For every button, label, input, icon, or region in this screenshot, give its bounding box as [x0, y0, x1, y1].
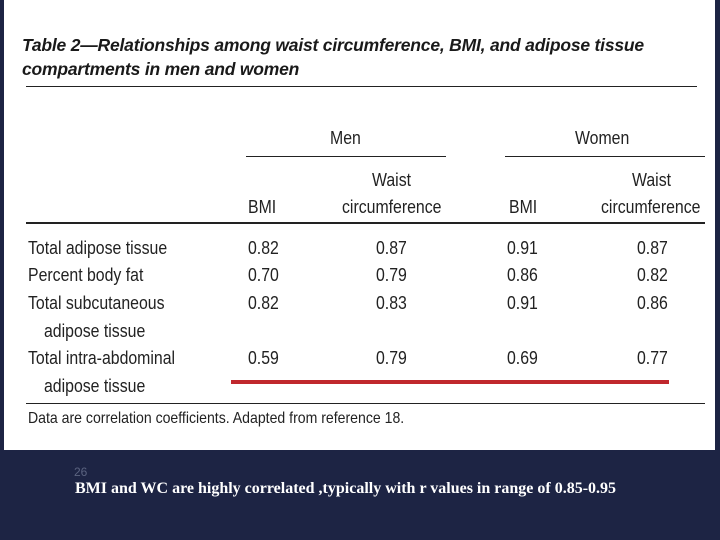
table-cell: 0.91 — [507, 238, 538, 258]
row-label: Total intra-abdominal — [28, 348, 176, 368]
header-rule — [26, 222, 705, 224]
table-cell: 0.59 — [248, 348, 279, 368]
col-header-women-waist-line1: Waist — [632, 170, 672, 190]
table-cell: 0.91 — [507, 293, 538, 313]
men-group-rule — [246, 156, 446, 157]
slide-number: 26 — [74, 465, 88, 479]
row-label: Percent body fat — [28, 265, 144, 285]
footer-rule — [26, 403, 705, 404]
col-header-men-waist-line2: circumference — [342, 197, 442, 217]
row-label: Total subcutaneous — [28, 293, 165, 313]
title-rule — [26, 86, 697, 87]
women-group-rule — [505, 156, 705, 157]
group-header-men: Men — [330, 128, 361, 148]
col-header-women-waist-line2: circumference — [601, 197, 701, 217]
table-cell: 0.82 — [248, 238, 279, 258]
table-title: Table 2—Relationships among waist circumference, BMI, and adipose tissue compartments in men and women — [22, 35, 644, 79]
highlight-underline — [231, 380, 669, 384]
table-cell: 0.82 — [248, 293, 279, 313]
table-cell: 0.82 — [637, 265, 668, 285]
table-cell: 0.86 — [637, 293, 668, 313]
table-cell: 0.86 — [507, 265, 538, 285]
table-cell: 0.87 — [637, 238, 668, 258]
table-cell: 0.77 — [637, 348, 668, 368]
row-label: Total adipose tissue — [28, 238, 168, 258]
col-header-men-waist-line1: Waist — [372, 170, 412, 190]
table-cell: 0.79 — [376, 348, 407, 368]
table-cell: 0.70 — [248, 265, 279, 285]
row-label-continued: adipose tissue — [44, 321, 146, 341]
group-header-women: Women — [575, 128, 630, 148]
table-cell: 0.83 — [376, 293, 407, 313]
row-label-continued: adipose tissue — [44, 376, 146, 396]
slide-caption: BMI and WC are highly correlated ,typically with r values in range of 0.85-0.95 — [75, 480, 617, 497]
table-cell: 0.87 — [376, 238, 407, 258]
table-cell: 0.79 — [376, 265, 407, 285]
col-header-men-bmi: BMI — [248, 197, 277, 217]
col-header-women-bmi: BMI — [509, 197, 538, 217]
table-cell: 0.69 — [507, 348, 538, 368]
table-footnote: Data are correlation coefficients. Adapted from reference 18. — [28, 410, 405, 427]
